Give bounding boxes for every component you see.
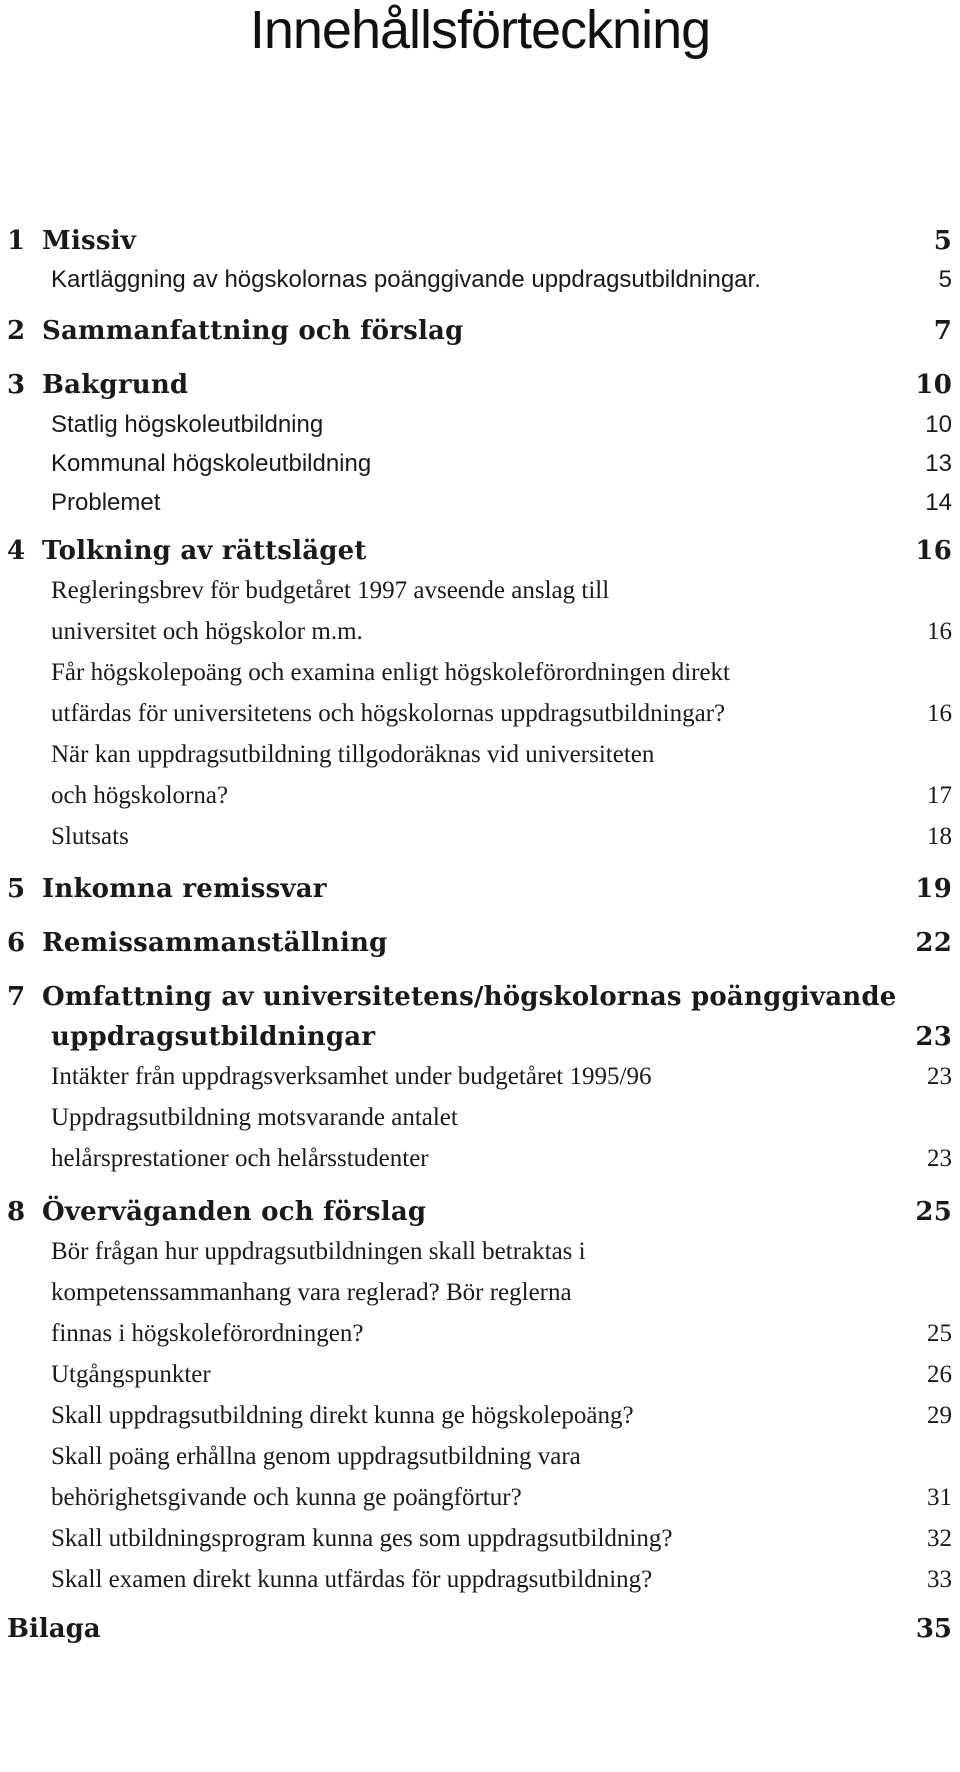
chapter-title-line-2: uppdragsutbildningar — [51, 1022, 376, 1052]
entry-title: Kartläggning av högskolornas poänggivande uppdragsutbildningar. — [51, 266, 761, 293]
page-number: 5 — [938, 266, 952, 293]
entry-title: Kommunal högskoleutbildning — [51, 450, 372, 477]
page-number: 16 — [915, 536, 952, 566]
entry-title-line-2: behörighetsgivande och kunna ge poängförtur? — [51, 1484, 522, 1511]
chapter-title: Sammanfattning och förslag — [42, 316, 464, 346]
chapter-number: 7 — [7, 982, 26, 1012]
chapter-number: 8 — [7, 1197, 26, 1227]
page-number: 10 — [925, 411, 952, 438]
entry-title-line-2: universitet och högskolor m.m. — [51, 618, 363, 645]
page-number: 35 — [915, 1614, 952, 1644]
page-number: 25 — [915, 1197, 952, 1227]
entry-title-line-1: Skall poäng erhållna genom uppdragsutbildning vara — [51, 1443, 581, 1470]
entry-title-line-2: utfärdas för universitetens och högskolornas uppdragsutbildningar? — [51, 700, 726, 727]
entry-title: Skall utbildningsprogram kunna ges som uppdragsutbildning? — [51, 1525, 673, 1552]
page-number: 19 — [915, 874, 952, 904]
chapter-number: 1 — [7, 226, 26, 256]
entry-title: Utgångspunkter — [51, 1361, 211, 1388]
entry-title-line-3: finnas i högskoleförordningen? — [51, 1320, 364, 1347]
page-number: 29 — [927, 1402, 952, 1429]
page-title: Innehållsförteckning — [249, 0, 711, 60]
page-number: 23 — [927, 1063, 952, 1090]
page-number: 23 — [927, 1145, 952, 1172]
entry-title: Skall uppdragsutbildning direkt kunna ge högskolepoäng? — [51, 1402, 634, 1429]
page-number: 16 — [927, 700, 952, 727]
chapter-number: 5 — [7, 874, 26, 904]
page-number: 25 — [927, 1320, 952, 1347]
page-number: 5 — [933, 226, 952, 256]
chapter-title: Bakgrund — [42, 370, 189, 400]
chapter-number: 6 — [7, 928, 26, 958]
entry-title-line-2: helårsprestationer och helårsstudenter — [51, 1145, 429, 1172]
page-number: 14 — [925, 489, 952, 516]
entry-title-line-2: kompetenssammanhang vara reglerad? Bör reglerna — [51, 1279, 572, 1306]
entry-title: Skall examen direkt kunna utfärdas för uppdragsutbildning? — [51, 1566, 653, 1593]
page-number: 17 — [927, 782, 952, 809]
entry-title-line-2: och högskolorna? — [51, 782, 229, 809]
page-number: 33 — [927, 1566, 952, 1593]
page-number: 16 — [927, 618, 952, 645]
page-number: 22 — [915, 928, 952, 958]
entry-title-line-1: Uppdragsutbildning motsvarande antalet — [51, 1104, 458, 1131]
chapter-title: Tolkning av rättsläget — [42, 536, 367, 566]
page-number: 32 — [927, 1525, 952, 1552]
entry-title-line-1: När kan uppdragsutbildning tillgodoräknas vid universiteten — [51, 741, 655, 768]
page-number: 13 — [925, 450, 952, 477]
entry-title-line-1: Bör frågan hur uppdragsutbildningen skall betraktas i — [51, 1238, 586, 1265]
page-number: 10 — [915, 370, 952, 400]
chapter-number: 3 — [7, 370, 26, 400]
page-number: 23 — [915, 1022, 952, 1052]
entry-title: Problemet — [51, 489, 161, 516]
appendix-title: Bilaga — [7, 1614, 101, 1644]
chapter-number: 2 — [7, 316, 26, 346]
entry-title: Intäkter från uppdragsverksamhet under budgetåret 1995/96 — [51, 1063, 652, 1090]
page-number: 7 — [933, 316, 952, 346]
page-number: 18 — [927, 823, 952, 850]
page-number: 31 — [927, 1484, 952, 1511]
chapter-title: Remissammanställning — [42, 928, 388, 958]
chapter-number: 4 — [7, 536, 26, 566]
chapter-title: Överväganden och förslag — [42, 1197, 427, 1227]
chapter-title: Inkomna remissvar — [42, 874, 327, 904]
entry-title-line-1: Får högskolepoäng och examina enligt högskoleförordningen direkt — [51, 659, 731, 686]
entry-title: Slutsats — [51, 823, 129, 850]
entry-title-line-1: Regleringsbrev för budgetåret 1997 avseende anslag till — [51, 577, 610, 604]
entry-title: Statlig högskoleutbildning — [51, 411, 324, 438]
chapter-title-line-1: Omfattning av universitetens/högskolornas poänggivande — [42, 982, 897, 1012]
chapter-title: Missiv — [42, 226, 137, 256]
page-number: 26 — [927, 1361, 952, 1388]
